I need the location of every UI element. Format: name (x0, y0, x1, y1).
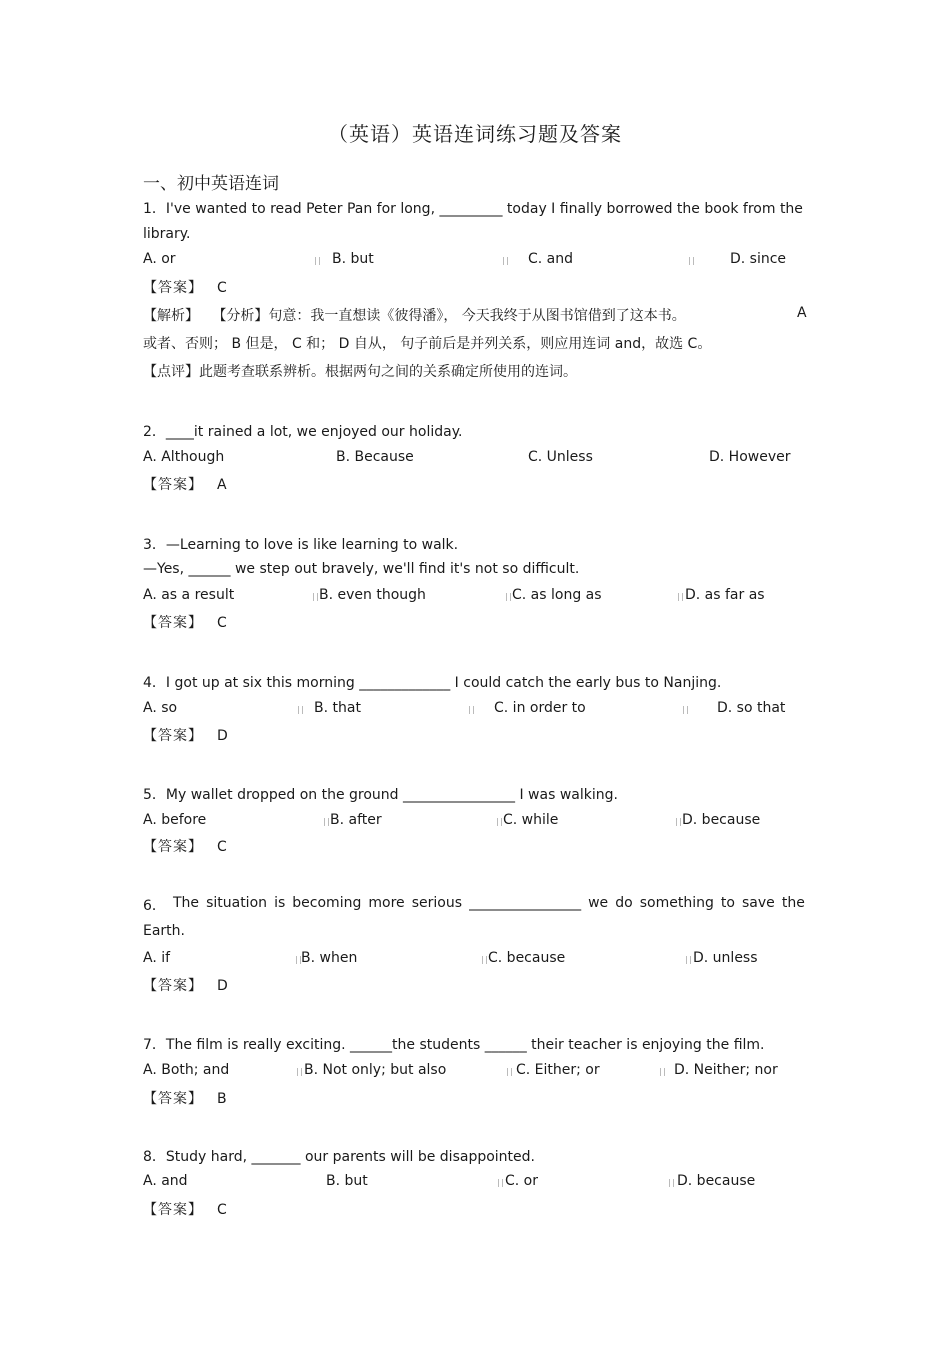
separator-mark (669, 1179, 674, 1187)
q4-option-b: B. that (314, 700, 361, 716)
separator-mark (298, 706, 303, 714)
question-4-stem: 4．I got up at six this morning _____________ I could catch the early bus to Nanjing. (143, 675, 722, 691)
q5-option-b: B. after (330, 812, 382, 828)
separator-mark (297, 1068, 302, 1076)
q1-option-b: B. but (332, 251, 374, 267)
q1-analysis: 【解析】 【分析】句意：我一直想读《彼得潘》， 今天我终于从图书馆借到了这本书。 (143, 308, 686, 324)
q1-option-d: D. since (730, 251, 787, 267)
q3-option-c: C. as long as (512, 587, 602, 603)
separator-mark (683, 706, 688, 714)
q7-answer: 【答案】 B (143, 1091, 227, 1107)
separator-mark (507, 1068, 512, 1076)
q1-comment: 【点评】此题考查联系辨析。根据两句之间的关系确定所使用的连词。 (143, 364, 577, 380)
separator-mark (324, 818, 329, 826)
q2-option-a: A. Although (143, 449, 225, 465)
separator-mark (678, 593, 683, 601)
q7-option-a: A. Both; and (143, 1062, 230, 1078)
q6-option-c: C. because (488, 950, 566, 966)
separator-mark (482, 956, 487, 964)
q7-option-c: C. Either; or (516, 1062, 600, 1078)
question-8-stem: 8．Study hard, _______ our parents will be disappointed. (143, 1149, 535, 1165)
q5-answer: 【答案】 C (143, 839, 227, 855)
q8-option-b: B. but (326, 1173, 368, 1189)
question-1-stem: 1．I've wanted to read Peter Pan for long, _________ today I finally borrowed the book from the (143, 201, 803, 217)
q6-option-d: D. unless (693, 950, 758, 966)
q1-option-a: A. or (143, 251, 176, 267)
q6-answer: 【答案】 D (143, 978, 228, 994)
q8-option-a: A. and (143, 1173, 188, 1189)
q1-analysis-end: A (797, 305, 807, 321)
question-1-stem-cont: library. (143, 226, 191, 242)
separator-mark (660, 1068, 665, 1076)
separator-mark (498, 1179, 503, 1187)
separator-mark (506, 593, 511, 601)
separator-mark (469, 706, 474, 714)
question-6-stem: 6． The situation is becoming more serious ________________ we do something to save the (143, 895, 805, 914)
q8-answer: 【答案】 C (143, 1202, 227, 1218)
document-title: （英语）英语连词练习题及答案 (328, 122, 622, 146)
q4-answer: 【答案】 D (143, 728, 228, 744)
q8-option-c: C. or (505, 1173, 538, 1189)
question-7-stem: 7．The film is really exciting. ______the students ______ their teacher is enjoying the film. (143, 1037, 765, 1053)
q1-answer: 【答案】 C (143, 280, 227, 296)
q4-option-c: C. in order to (494, 700, 586, 716)
q3-answer: 【答案】 C (143, 615, 227, 631)
q6-option-a: A. if (143, 950, 171, 966)
separator-mark (313, 593, 318, 601)
question-6-stem-cont: Earth. (143, 923, 185, 939)
q1-analysis-cont: 或者、否则； B 但是， C 和； D 自从， 句子前后是并列关系，则应用连词 and，故选 C。 (143, 336, 712, 352)
separator-mark (497, 818, 502, 826)
question-5-stem: 5．My wallet dropped on the ground ________________ I was walking. (143, 787, 618, 803)
separator-mark (315, 257, 320, 265)
q4-option-a: A. so (143, 700, 178, 716)
q5-option-c: C. while (503, 812, 559, 828)
q1-option-c: C. and (528, 251, 574, 267)
question-3-stem: 3．—Learning to love is like learning to walk. (143, 537, 459, 553)
q5-option-a: A. before (143, 812, 207, 828)
q4-option-d: D. so that (717, 700, 786, 716)
separator-mark (676, 818, 681, 826)
question-3-stem-cont: —Yes, ______ we step out bravely, we'll find it's not so difficult. (143, 561, 580, 577)
q5-option-d: D. because (682, 812, 761, 828)
q7-option-b: B. Not only; but also (304, 1062, 447, 1078)
q3-option-d: D. as far as (685, 587, 765, 603)
q3-option-b: B. even though (319, 587, 426, 603)
q8-option-d: D. because (677, 1173, 756, 1189)
separator-mark (689, 257, 694, 265)
question-2-stem: 2．____it rained a lot, we enjoyed our holiday. (143, 424, 463, 440)
q2-option-c: C. Unless (528, 449, 593, 465)
separator-mark (503, 257, 508, 265)
q2-option-b: B. Because (336, 449, 414, 465)
q2-option-d: D. However (709, 449, 791, 465)
separator-mark (686, 956, 691, 964)
q6-option-b: B. when (301, 950, 358, 966)
q3-option-a: A. as a result (143, 587, 235, 603)
q7-option-d: D. Neither; nor (674, 1062, 778, 1078)
q2-answer: 【答案】 A (143, 477, 227, 493)
section-heading: 一、初中英语连词 (143, 174, 279, 194)
